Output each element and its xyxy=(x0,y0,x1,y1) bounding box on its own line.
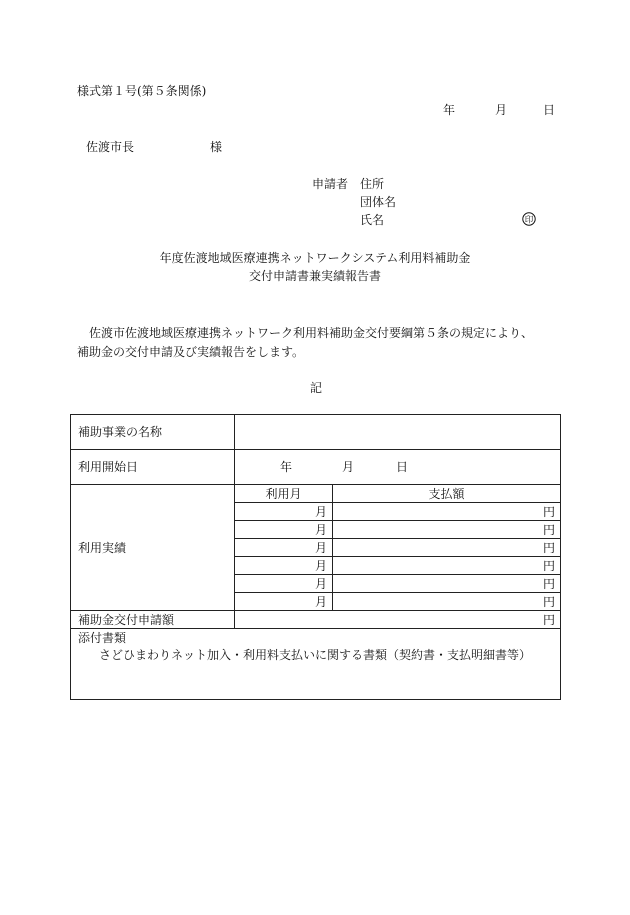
document-title-line2: 交付申請書兼実績報告書 xyxy=(248,269,381,283)
project-name-field[interactable] xyxy=(235,415,561,450)
form-number: 様式第１号(第５条関係) xyxy=(77,84,207,98)
body-text-line1: 佐渡市佐渡地域医療連携ネットワーク利用料補助金交付要綱第５条の規定により、 xyxy=(89,326,534,340)
usage-amount-header: 支払額 xyxy=(333,485,561,503)
name-label: 氏名 xyxy=(360,213,385,227)
start-date-month: 月 xyxy=(342,460,355,474)
attachments-label: 添付書類 xyxy=(78,631,127,645)
start-date-year: 年 xyxy=(280,460,293,474)
date-month-label: 月 xyxy=(495,103,508,117)
usage-month-cell[interactable]: 月 xyxy=(235,539,333,557)
usage-amount-cell[interactable]: 円 xyxy=(333,557,561,575)
usage-month-cell[interactable]: 月 xyxy=(235,575,333,593)
attachments-row xyxy=(71,629,561,700)
document-title-line1: 年度佐渡地域医療連携ネットワークシステム利用料補助金 xyxy=(159,251,471,265)
usage-month-cell[interactable]: 月 xyxy=(235,521,333,539)
date-day-label: 日 xyxy=(543,103,556,117)
attachments-text: さどひまわりネット加入・利用料支払いに関する書類（契約書・支払明細書等） xyxy=(99,648,532,662)
group-name-label: 団体名 xyxy=(360,195,397,209)
project-name-row xyxy=(71,415,561,450)
usage-month-cell[interactable]: 月 xyxy=(235,503,333,521)
application-table xyxy=(70,414,561,700)
start-date-day: 日 xyxy=(396,460,409,474)
applicant-label: 申請者 xyxy=(312,177,349,191)
usage-amount-cell[interactable]: 円 xyxy=(333,503,561,521)
request-amount-row xyxy=(71,611,561,629)
usage-amount-cell[interactable]: 円 xyxy=(333,575,561,593)
request-amount-field[interactable]: 円 xyxy=(235,611,561,629)
addressee-honorific: 様 xyxy=(210,140,223,154)
project-name-label: 補助事業の名称 xyxy=(71,415,235,450)
usage-amount-cell[interactable]: 円 xyxy=(333,539,561,557)
attachments-cell xyxy=(71,629,561,700)
usage-month-cell[interactable]: 月 xyxy=(235,593,333,611)
address-label: 住所 xyxy=(360,177,385,191)
seal-char: 印 xyxy=(524,215,534,226)
body-text-line2: 補助金の交付申請及び実績報告をします。 xyxy=(77,345,305,359)
request-amount-label: 補助金交付申請額 xyxy=(71,611,235,629)
usage-label: 利用実績 xyxy=(71,485,235,611)
seal-mark-icon xyxy=(522,212,536,226)
start-date-field[interactable] xyxy=(235,450,561,485)
addressee-title: 佐渡市長 xyxy=(86,140,135,154)
start-date-label: 利用開始日 xyxy=(71,450,235,485)
usage-header-row xyxy=(71,485,561,503)
usage-amount-cell[interactable]: 円 xyxy=(333,593,561,611)
usage-month-cell[interactable]: 月 xyxy=(235,557,333,575)
ki-heading: 記 xyxy=(310,381,323,395)
usage-amount-cell[interactable]: 円 xyxy=(333,521,561,539)
usage-month-header: 利用月 xyxy=(235,485,333,503)
date-year-label: 年 xyxy=(443,103,456,117)
start-date-row xyxy=(71,450,561,485)
